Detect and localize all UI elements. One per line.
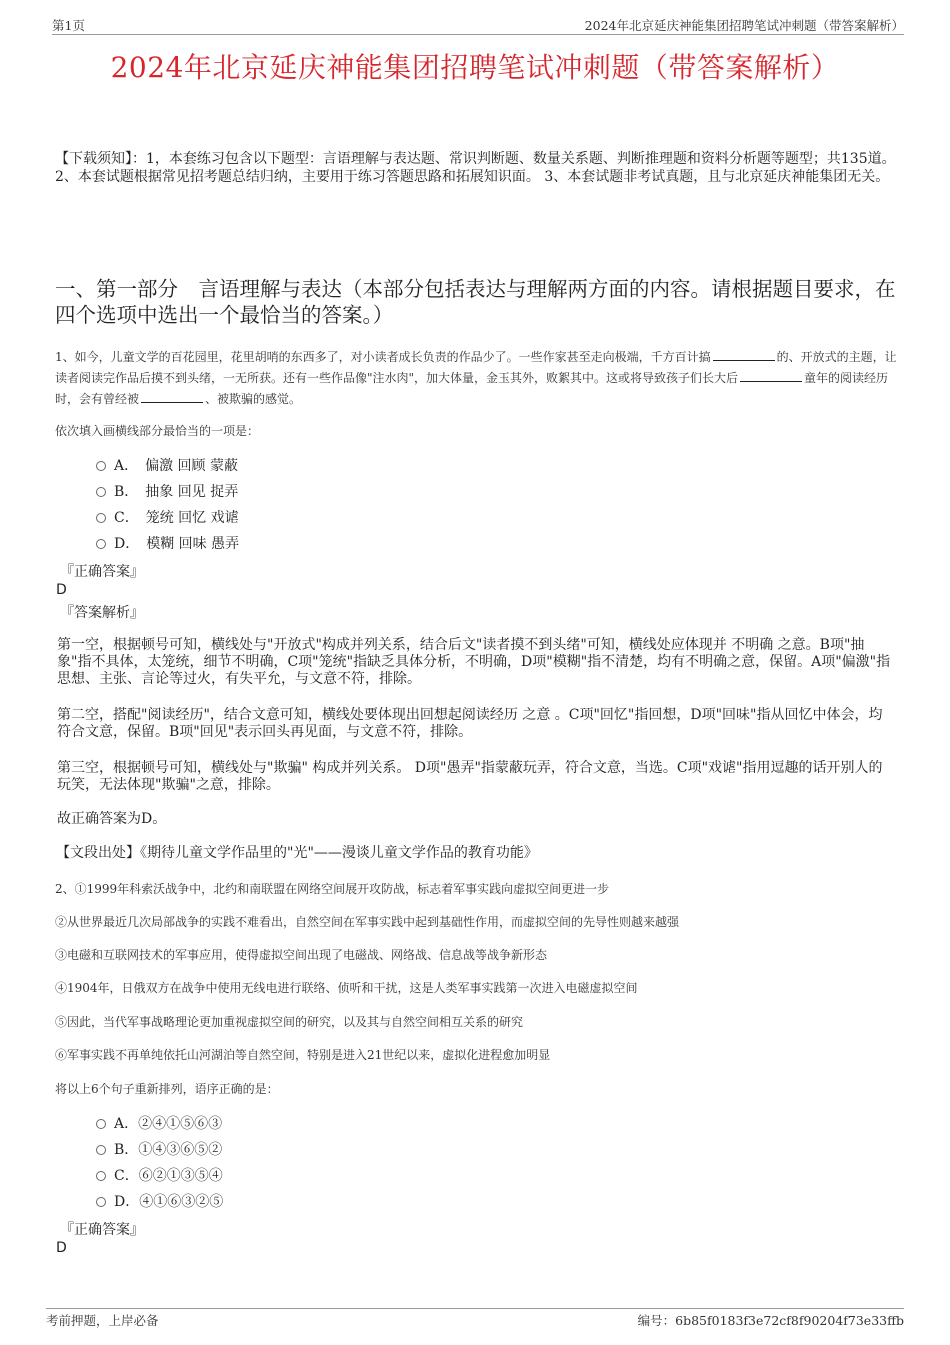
radio-icon[interactable]	[96, 539, 106, 549]
download-notice: 【下载须知】：1，本套练习包含以下题型：言语理解与表达题、常识判断题、数量关系题、判断推理题和资料分析题等题型；共135道。 2、本套试题根据常见招考题总结归纳，主要用于练习答题思路和拓展知识面。 3、本套试题非考试真题，且与北京延庆神能集团无关。	[55, 151, 896, 185]
radio-icon[interactable]	[96, 461, 106, 471]
q2-sentence-6: ⑥军事实践不再单纯依托山河湖泊等自然空间，特别是进入21世纪以来，虚拟化进程愈加明显	[55, 1048, 551, 1062]
radio-icon[interactable]	[96, 1145, 106, 1155]
radio-icon[interactable]	[96, 487, 106, 497]
q2-sentence-1: 2、①1999年科索沃战争中，北约和南联盟在网络空间展开攻防战，标志着军事实践向虚拟空间更进一步	[55, 882, 610, 896]
q2-correct-label: 『正确答案』	[60, 1222, 144, 1238]
q1-analysis-para-3: 第三空，根据顿号可知，横线处与"欺骗" 构成并列关系。 D项"愚弄"指蒙蔽玩弄，符合文意，当选。C项"戏谑"指用逗趣的话开别人的玩笑，无法体现"欺骗"之意，排除。	[57, 760, 883, 793]
q2-prompt: 将以上6个句子重新排列，语序正确的是：	[55, 1082, 279, 1096]
footer-slogan: 考前押题，上岸必备	[46, 1313, 159, 1328]
q2-sentence-5: ⑤因此，当代军事战略理论更加重视虚拟空间的研究，以及其与自然空间相互关系的研究	[55, 1015, 524, 1029]
radio-icon[interactable]	[96, 1197, 106, 1207]
blank-2	[740, 369, 802, 382]
q1-correct-answer: D	[56, 582, 67, 598]
q2-sentence-4: ④1904年，日俄双方在战争中使用无线电进行联络、侦听和干扰，这是人类军事实践第一次进入电磁虚拟空间	[55, 981, 638, 995]
blank-1	[713, 348, 775, 361]
q2-option-c[interactable]: C．⑥②①③⑤④	[96, 1166, 223, 1186]
q2-option-a[interactable]: A．②④①⑤⑥③	[96, 1114, 222, 1134]
q1-option-a[interactable]: A． 偏激 回顾 蒙蔽	[96, 456, 238, 476]
page-footer	[46, 1308, 904, 1329]
document-title: 2024年北京延庆神能集团招聘笔试冲刺题（带答案解析）	[110, 51, 840, 84]
radio-icon[interactable]	[96, 1119, 106, 1129]
header-doc-title: 2024年北京延庆神能集团招聘笔试冲刺题（带答案解析）	[584, 18, 904, 33]
q1-correct-label: 『正确答案』	[60, 564, 144, 580]
q2-sentence-3: ③电磁和互联网技术的军事应用，使得虚拟空间出现了电磁战、网络战、信息战等战争新形态	[55, 948, 548, 962]
q2-option-d[interactable]: D．④①⑥③②⑤	[96, 1192, 223, 1212]
question-1-stem: 1、如今，儿童文学的百花园里，花里胡哨的东西多了，对小读者成长负责的作品少了。一些作家甚至走向极端，千方百计搞 的、开放式的主题，让读者阅读完作品后摸不到头绪，一无所获。还有一些作品像"注水肉"，加大体量，金玉其外，败絮其中。这或将导致孩子们长大后 童年的阅读经历时，会有曾经被 、被欺骗的感觉。	[55, 350, 897, 406]
question-1-prompt: 依次填入画横线部分最恰当的一项是：	[55, 424, 260, 438]
footer-doc-id: 编号：6b85f0183f3e72cf8f90204f73e33ffb	[637, 1313, 904, 1328]
page-header	[52, 14, 904, 35]
q2-correct-answer: D	[56, 1240, 67, 1256]
q1-analysis-para-1: 第一空，根据顿号可知，横线处与"开放式"构成并列关系，结合后文"读者摸不到头绪"可知，横线处应体现并 不明确 之意。B项"抽象"指不具体，太笼统，细节不明确，C项"笼统"指缺乏具体分析，不明确，D项"模糊"指不清楚，均有不明确之意，保留。A项"偏激"指思想、主张、言论等过火，有失平允，与文意不符，排除。	[57, 637, 891, 687]
q1-option-b[interactable]: B． 抽象 回见 捉弄	[96, 482, 238, 502]
radio-icon[interactable]	[96, 1171, 106, 1181]
q2-sentence-2: ②从世界最近几次局部战争的实践不难看出，自然空间在军事实践中起到基础性作用，而虚拟空间的先导性则越来越强	[55, 915, 680, 929]
q1-analysis-conclusion: 故正确答案为D。	[57, 811, 167, 827]
q1-source: 【文段出处】《期待儿童文学作品里的"光"——漫谈儿童文学作品的教育功能》	[56, 845, 538, 861]
q1-analysis-label: 『答案解析』	[60, 605, 144, 621]
q1-option-c[interactable]: C． 笼统 回忆 戏谑	[96, 508, 239, 528]
q1-analysis-para-2: 第二空，搭配"阅读经历"，结合文意可知，横线处要体现出回想起阅读经历 之意 。C项"回忆"指回想，D项"回味"指从回忆中体会，均符合文意，保留。B项"回见"表示回头再见面，与文意不符，排除。	[57, 707, 883, 740]
q1-option-d[interactable]: D． 模糊 回味 愚弄	[96, 534, 239, 554]
blank-3	[141, 390, 203, 403]
page-number: 第1页	[52, 18, 85, 33]
q2-option-b[interactable]: B．①④③⑥⑤②	[96, 1140, 222, 1160]
section-heading: 一、第一部分 言语理解与表达（本部分包括表达与理解两方面的内容。请根据题目要求，在四个选项中选出一个最恰当的答案。）	[55, 277, 896, 327]
radio-icon[interactable]	[96, 513, 106, 523]
